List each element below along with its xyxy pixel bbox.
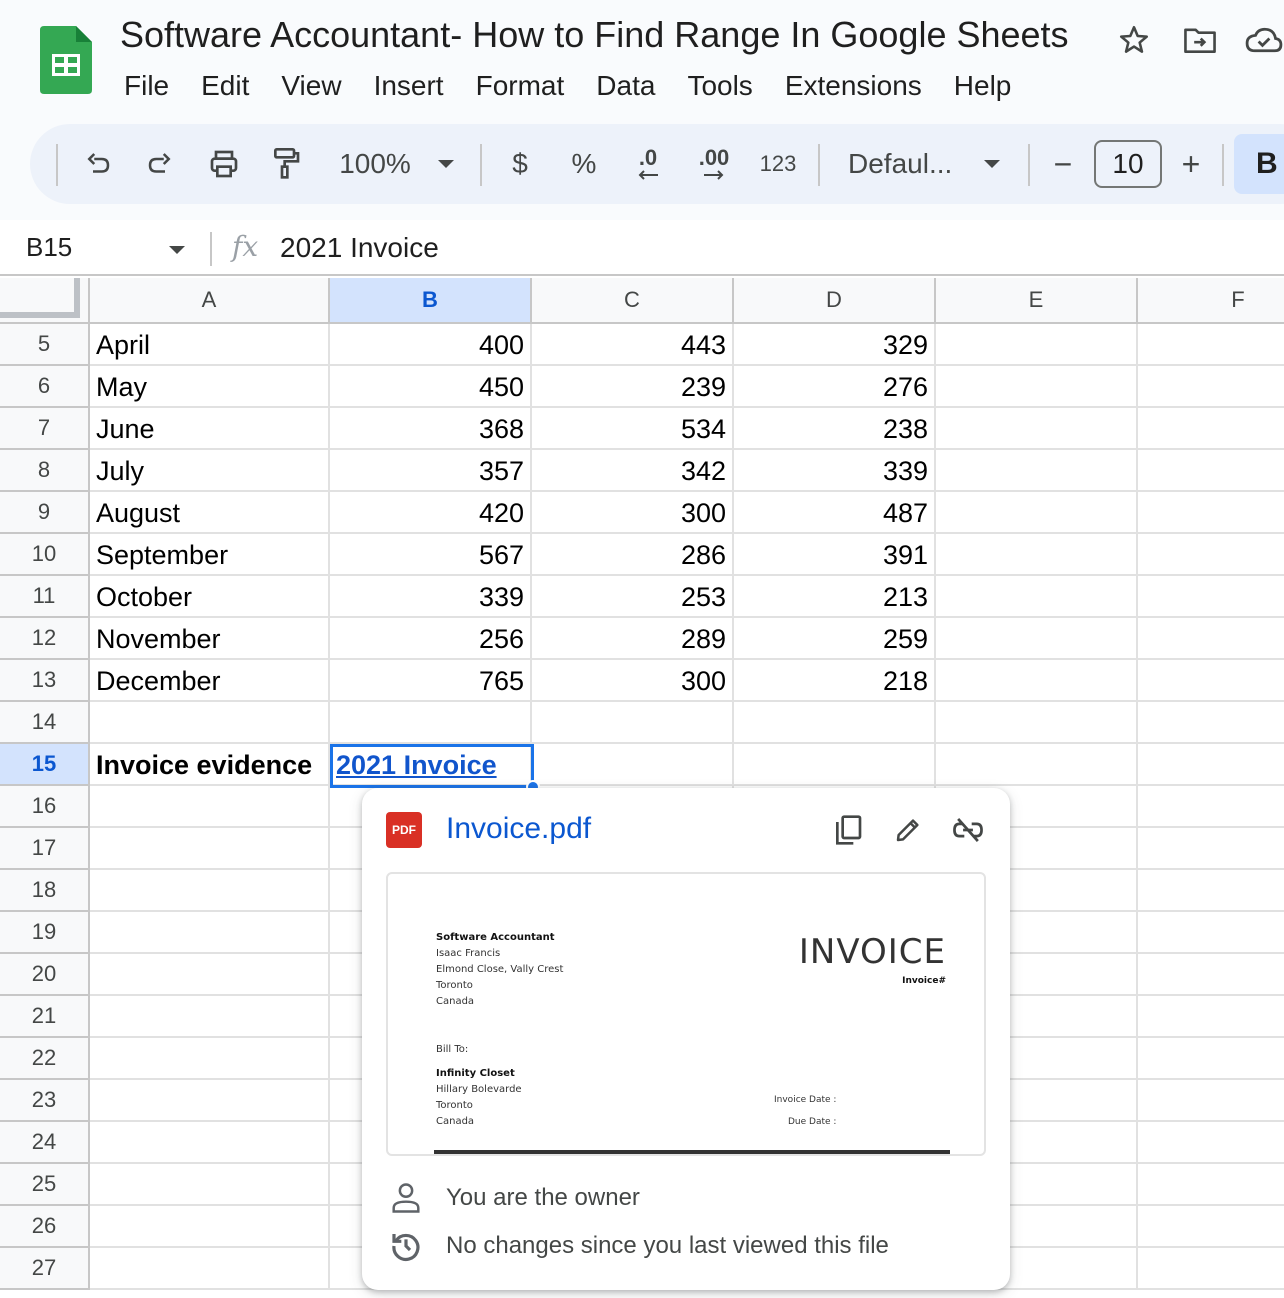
cell-e7[interactable] bbox=[936, 408, 1138, 450]
invoice-divider bbox=[434, 1150, 950, 1156]
cell-c13[interactable]: 300 bbox=[532, 660, 734, 702]
table-row bbox=[0, 366, 1284, 408]
increase-decimal-button[interactable] bbox=[690, 124, 738, 204]
cell-d15[interactable] bbox=[734, 744, 936, 786]
print-icon[interactable] bbox=[204, 124, 244, 204]
cell-d8[interactable]: 339 bbox=[734, 450, 936, 492]
table-row bbox=[0, 534, 1284, 576]
cell-d7[interactable]: 238 bbox=[734, 408, 936, 450]
toolbar bbox=[30, 124, 1284, 204]
select-all-corner[interactable] bbox=[0, 278, 90, 324]
dropdown-icon[interactable] bbox=[168, 242, 186, 260]
column-header-f[interactable]: F bbox=[1138, 278, 1284, 324]
cell-f21[interactable] bbox=[1138, 996, 1284, 1038]
sheets-logo-icon[interactable] bbox=[40, 26, 92, 94]
row-header[interactable]: 22 bbox=[0, 1038, 90, 1080]
dropdown-icon[interactable] bbox=[432, 124, 460, 204]
table-row bbox=[0, 702, 1284, 744]
row-header[interactable]: 20 bbox=[0, 954, 90, 996]
toolbar-divider bbox=[1028, 144, 1030, 186]
person-icon bbox=[388, 1180, 424, 1216]
zoom-value: 100% bbox=[339, 148, 411, 179]
menu-format[interactable]: Format bbox=[475, 70, 565, 101]
table-row bbox=[0, 324, 1284, 366]
cell-c15[interactable] bbox=[532, 744, 734, 786]
number-format-label: 123 bbox=[759, 151, 797, 176]
cell-e12[interactable] bbox=[936, 618, 1138, 660]
table-row bbox=[0, 618, 1284, 660]
invoice-from-line: Elmond Close, Vally Crest bbox=[436, 964, 564, 975]
row-header[interactable]: 5 bbox=[0, 324, 90, 366]
app-header bbox=[0, 0, 1284, 220]
menu-extensions[interactable]: Extensions bbox=[784, 70, 922, 101]
changes-text: No changes since you last viewed this file bbox=[446, 1232, 889, 1259]
changes-info bbox=[388, 1226, 889, 1266]
more-formats-button[interactable] bbox=[756, 124, 800, 204]
cell-f19[interactable] bbox=[1138, 912, 1284, 954]
invoice-client-line: Hillary Bolevarde bbox=[436, 1084, 522, 1095]
cell-f15[interactable] bbox=[1138, 744, 1284, 786]
dropdown-icon[interactable] bbox=[978, 124, 1006, 204]
row-header[interactable]: 6 bbox=[0, 366, 90, 408]
cell-f16[interactable] bbox=[1138, 786, 1284, 828]
cell-a8[interactable]: July bbox=[90, 450, 330, 492]
percent-label: % bbox=[571, 148, 597, 179]
cell-f11[interactable] bbox=[1138, 576, 1284, 618]
currency-format-button[interactable] bbox=[502, 124, 538, 204]
star-icon[interactable] bbox=[1114, 20, 1154, 60]
cell-f10[interactable] bbox=[1138, 534, 1284, 576]
row-header[interactable]: 10 bbox=[0, 534, 90, 576]
cell-e14[interactable] bbox=[936, 702, 1138, 744]
fx-icon: fx bbox=[232, 230, 259, 263]
cell-b8[interactable]: 357 bbox=[330, 450, 532, 492]
table-row bbox=[0, 660, 1284, 702]
cell-b5[interactable]: 400 bbox=[330, 324, 532, 366]
cell-b10[interactable]: 567 bbox=[330, 534, 532, 576]
plus-label: + bbox=[1181, 145, 1201, 182]
row-header[interactable]: 8 bbox=[0, 450, 90, 492]
row-header[interactable]: 16 bbox=[0, 786, 90, 828]
cell-d12[interactable]: 259 bbox=[734, 618, 936, 660]
paint-format-icon[interactable] bbox=[266, 124, 306, 204]
zoom-select[interactable] bbox=[330, 124, 420, 204]
cell-a11[interactable]: October bbox=[90, 576, 330, 618]
cell-a10[interactable]: September bbox=[90, 534, 330, 576]
menu-view[interactable]: View bbox=[281, 70, 342, 101]
row-header[interactable]: 26 bbox=[0, 1206, 90, 1248]
formula-input[interactable]: 2021 Invoice bbox=[280, 232, 439, 263]
due-date-label: Due Date : bbox=[788, 1117, 837, 1127]
currency-label: $ bbox=[512, 148, 528, 179]
cell-a19[interactable] bbox=[90, 912, 330, 954]
cell-d5[interactable]: 329 bbox=[734, 324, 936, 366]
toolbar-divider bbox=[56, 144, 58, 186]
cell-f25[interactable] bbox=[1138, 1164, 1284, 1206]
cell-e10[interactable] bbox=[936, 534, 1138, 576]
row-header[interactable]: 19 bbox=[0, 912, 90, 954]
column-header-a[interactable]: A bbox=[90, 278, 330, 324]
font-family-value: Defaul... bbox=[848, 148, 953, 179]
owner-info bbox=[388, 1178, 640, 1218]
cell-f22[interactable] bbox=[1138, 1038, 1284, 1080]
owner-text: You are the owner bbox=[446, 1184, 640, 1211]
copy-link-icon[interactable] bbox=[828, 810, 868, 850]
cell-d6[interactable]: 276 bbox=[734, 366, 936, 408]
cell-a13[interactable]: December bbox=[90, 660, 330, 702]
cell-a25[interactable] bbox=[90, 1164, 330, 1206]
table-row bbox=[0, 408, 1284, 450]
invoice-client-line: Toronto bbox=[436, 1100, 473, 1111]
cell-f6[interactable] bbox=[1138, 366, 1284, 408]
file-preview-thumbnail[interactable] bbox=[386, 872, 986, 1156]
menu-bar bbox=[108, 66, 1027, 106]
table-row bbox=[0, 576, 1284, 618]
decrease-decimal-label: .0 bbox=[638, 145, 658, 170]
cell-b7[interactable]: 368 bbox=[330, 408, 532, 450]
invoice-client-line: Canada bbox=[436, 1116, 475, 1127]
bill-to-label: Bill To: bbox=[436, 1044, 469, 1055]
formula-bar-divider bbox=[210, 232, 212, 266]
remove-link-icon[interactable] bbox=[948, 810, 988, 850]
invoice-client: Infinity Closet bbox=[436, 1068, 515, 1079]
cell-a9[interactable]: August bbox=[90, 492, 330, 534]
cell-e15[interactable] bbox=[936, 744, 1138, 786]
cell-f13[interactable] bbox=[1138, 660, 1284, 702]
row-header[interactable]: 23 bbox=[0, 1080, 90, 1122]
invoice-from-line: Toronto bbox=[436, 980, 473, 991]
cell-a12[interactable]: November bbox=[90, 618, 330, 660]
cell-c12[interactable]: 289 bbox=[532, 618, 734, 660]
arrow-left-icon bbox=[637, 169, 659, 181]
row-header[interactable]: 24 bbox=[0, 1122, 90, 1164]
cell-e11[interactable] bbox=[936, 576, 1138, 618]
table-row bbox=[0, 744, 1284, 786]
menu-file[interactable]: File bbox=[124, 70, 170, 101]
toolbar-divider bbox=[818, 144, 820, 186]
cell-f24[interactable] bbox=[1138, 1122, 1284, 1164]
cell-e5[interactable] bbox=[936, 324, 1138, 366]
hyperlink-cell[interactable]: 2021 Invoice bbox=[330, 744, 532, 786]
cell-f7[interactable] bbox=[1138, 408, 1284, 450]
cell-a16[interactable] bbox=[90, 786, 330, 828]
cell-f23[interactable] bbox=[1138, 1080, 1284, 1122]
cell-c8[interactable]: 342 bbox=[532, 450, 734, 492]
increase-decimal-label: .00 bbox=[698, 145, 730, 170]
invoice-company: Software Accountant bbox=[436, 932, 555, 943]
toolbar-divider bbox=[480, 144, 482, 186]
decrease-decimal-button[interactable] bbox=[626, 124, 670, 204]
cell-c10[interactable]: 286 bbox=[532, 534, 734, 576]
menu-help[interactable]: Help bbox=[953, 70, 1012, 101]
row-header[interactable]: 18 bbox=[0, 870, 90, 912]
cell-c6[interactable]: 239 bbox=[532, 366, 734, 408]
cell-c7[interactable]: 534 bbox=[532, 408, 734, 450]
cell-c14[interactable] bbox=[532, 702, 734, 744]
cell-d14[interactable] bbox=[734, 702, 936, 744]
table-row bbox=[0, 492, 1284, 534]
column-header-d[interactable]: D bbox=[734, 278, 936, 324]
cell-b6[interactable]: 450 bbox=[330, 366, 532, 408]
row-header[interactable]: 15 bbox=[0, 744, 90, 786]
invoice-heading: INVOICE bbox=[798, 932, 946, 972]
row-header[interactable]: 7 bbox=[0, 408, 90, 450]
cell-d9[interactable]: 487 bbox=[734, 492, 936, 534]
cell-e9[interactable] bbox=[936, 492, 1138, 534]
invoice-from-line: Canada bbox=[436, 996, 475, 1007]
row-header[interactable]: 14 bbox=[0, 702, 90, 744]
document-title[interactable]: Software Accountant- How to Find Range In Google Sheets bbox=[120, 14, 1069, 55]
row-header[interactable]: 9 bbox=[0, 492, 90, 534]
cell-a22[interactable] bbox=[90, 1038, 330, 1080]
formula-bar bbox=[0, 220, 1284, 276]
menu-edit[interactable]: Edit bbox=[201, 70, 250, 101]
column-header-e[interactable]: E bbox=[936, 278, 1138, 324]
cell-c9[interactable]: 300 bbox=[532, 492, 734, 534]
cell-f17[interactable] bbox=[1138, 828, 1284, 870]
cell-c11[interactable]: 253 bbox=[532, 576, 734, 618]
invoice-date-label: Invoice Date : bbox=[774, 1095, 837, 1105]
cell-b11[interactable]: 339 bbox=[330, 576, 532, 618]
move-folder-icon[interactable] bbox=[1180, 20, 1220, 60]
redo-icon[interactable] bbox=[140, 124, 180, 204]
row-header[interactable]: 17 bbox=[0, 828, 90, 870]
row-header[interactable]: 21 bbox=[0, 996, 90, 1038]
row-header[interactable]: 12 bbox=[0, 618, 90, 660]
linked-file-name[interactable]: Invoice.pdf bbox=[446, 812, 592, 845]
minus-label: − bbox=[1053, 145, 1073, 182]
cell-a26[interactable] bbox=[90, 1206, 330, 1248]
pdf-file-icon: PDF bbox=[386, 812, 422, 848]
cell-e6[interactable] bbox=[936, 366, 1138, 408]
menu-tools[interactable]: Tools bbox=[687, 70, 753, 101]
cell-a15[interactable]: Invoice evidence bbox=[90, 744, 330, 786]
undo-icon[interactable] bbox=[78, 124, 118, 204]
arrow-right-icon bbox=[703, 169, 725, 181]
toolbar-divider bbox=[1222, 144, 1224, 186]
menu-insert[interactable]: Insert bbox=[373, 70, 444, 101]
row-header[interactable]: 13 bbox=[0, 660, 90, 702]
invoice-number-label: Invoice# bbox=[902, 976, 946, 986]
menu-data[interactable]: Data bbox=[596, 70, 656, 101]
cell-a21[interactable] bbox=[90, 996, 330, 1038]
font-family-select[interactable] bbox=[848, 124, 958, 204]
cell-b12[interactable]: 256 bbox=[330, 618, 532, 660]
cell-a23[interactable] bbox=[90, 1080, 330, 1122]
cell-e8[interactable] bbox=[936, 450, 1138, 492]
edit-link-icon[interactable] bbox=[888, 810, 928, 850]
cell-f9[interactable] bbox=[1138, 492, 1284, 534]
cell-b13[interactable]: 765 bbox=[330, 660, 532, 702]
cell-f20[interactable] bbox=[1138, 954, 1284, 996]
cell-d13[interactable]: 218 bbox=[734, 660, 936, 702]
column-header-b[interactable]: B bbox=[330, 278, 532, 324]
row-header[interactable]: 25 bbox=[0, 1164, 90, 1206]
history-icon bbox=[388, 1228, 424, 1264]
row-header[interactable]: 11 bbox=[0, 576, 90, 618]
invoice-from-line: Isaac Francis bbox=[436, 948, 501, 959]
cell-f18[interactable] bbox=[1138, 870, 1284, 912]
cell-c5[interactable]: 443 bbox=[532, 324, 734, 366]
cell-d11[interactable]: 213 bbox=[734, 576, 936, 618]
decrease-font-size-button[interactable] bbox=[1046, 124, 1080, 204]
cell-f27[interactable] bbox=[1138, 1248, 1284, 1290]
cell-b9[interactable]: 420 bbox=[330, 492, 532, 534]
cell-e13[interactable] bbox=[936, 660, 1138, 702]
cell-a5[interactable]: April bbox=[90, 324, 330, 366]
link-preview-card bbox=[362, 788, 1010, 1290]
cell-a24[interactable] bbox=[90, 1122, 330, 1164]
percent-format-button[interactable] bbox=[566, 124, 602, 204]
cell-d10[interactable]: 391 bbox=[734, 534, 936, 576]
cell-f26[interactable] bbox=[1138, 1206, 1284, 1248]
table-row bbox=[0, 450, 1284, 492]
cell-a17[interactable] bbox=[90, 828, 330, 870]
increase-font-size-button[interactable] bbox=[1174, 124, 1208, 204]
cell-f12[interactable] bbox=[1138, 618, 1284, 660]
cell-a20[interactable] bbox=[90, 954, 330, 996]
cell-a18[interactable] bbox=[90, 870, 330, 912]
cell-a27[interactable] bbox=[90, 1248, 330, 1290]
cell-f8[interactable] bbox=[1138, 450, 1284, 492]
freeze-handle[interactable] bbox=[0, 278, 80, 318]
bold-button[interactable]: B bbox=[1234, 134, 1284, 194]
cloud-saved-icon[interactable] bbox=[1244, 20, 1284, 60]
name-box[interactable]: B15 bbox=[26, 232, 73, 262]
cell-b14[interactable] bbox=[330, 702, 532, 744]
cell-a7[interactable]: June bbox=[90, 408, 330, 450]
cell-f5[interactable] bbox=[1138, 324, 1284, 366]
cell-f14[interactable] bbox=[1138, 702, 1284, 744]
column-header-c[interactable]: C bbox=[532, 278, 734, 324]
cell-a14[interactable] bbox=[90, 702, 330, 744]
font-size-input[interactable]: 10 bbox=[1094, 140, 1162, 188]
cell-a6[interactable]: May bbox=[90, 366, 330, 408]
row-header[interactable]: 27 bbox=[0, 1248, 90, 1290]
